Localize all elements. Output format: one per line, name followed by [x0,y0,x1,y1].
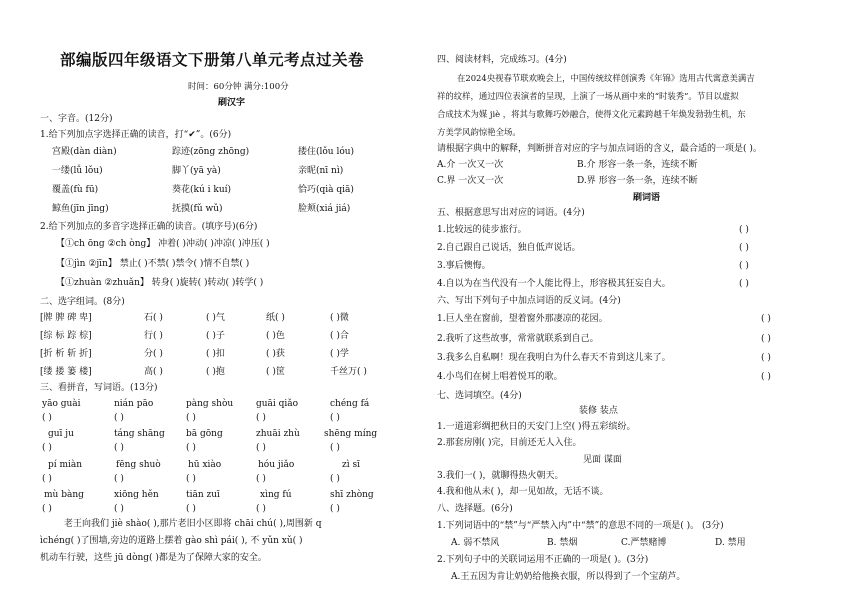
q2-blank[interactable]: 行( ) [144,331,163,341]
q3-paragraph-line[interactable]: ìchéng( )了围墙,旁边的道路上摆着 gào shì pái( ), 不 yǔn xǔ( ) [40,536,303,546]
q7-heading: 七、选词填空。(4分) [437,391,522,401]
q3-answer-box[interactable]: ( ) [114,504,124,514]
q1-1-item[interactable]: 一缕(lǚ lǒu) [52,166,103,176]
q5-item: 4.自以为在当代没有一个人能比得上，形容极其狂妄自大。 [437,279,671,289]
q3-answer-box[interactable]: ( ) [330,474,340,484]
q3-answer-box[interactable]: ( ) [114,474,124,484]
q1-2-row[interactable]: 【①zhuàn ②zhuǎn】 转身( )旋转( )转动( )转学( ) [56,278,264,288]
q5-item: 1.比较远的徒步旅行。 [437,225,527,235]
q8-question-2: 2.下列句子中的关联词运用不正确的一项是( )。(3分) [437,555,649,565]
q3-answer-box[interactable]: ( ) [330,413,340,423]
page-title: 部编版四年级语文下册第八单元考点过关卷 [60,50,365,69]
q1-2-row[interactable]: 【①ch ōng ②ch òng】 冲着( )冲动( )冲凉( )冲压( ) [56,239,270,249]
q3-answer-box[interactable]: ( ) [330,443,340,453]
q1-1-item[interactable]: 脚丫(yā yà) [172,166,221,176]
q8-heading: 八、选择题。(6分) [437,504,513,514]
q6-item: 3.我多么自私啊！现在我明白为什么春天不肯到这儿来了。 [437,353,671,363]
q6-answer-box[interactable]: ( ) [761,334,771,344]
q8-option[interactable]: D. 禁用 [715,538,746,548]
q1-1-item[interactable]: 亲昵(nī nì) [298,166,344,176]
q3-paragraph-line[interactable]: 老王向我们 jiè shào( ),那片老旧小区即将 chāi chú( ),周围新 q [64,519,322,529]
q4-option[interactable]: C.界 一次又一次 [437,176,504,186]
q3-pinyin: táng shāng [114,429,165,439]
q6-answer-box[interactable]: ( ) [761,372,771,382]
q2-blank[interactable]: ( )气 [206,313,225,323]
q4-question: 请根据字典中的解释，判断拼音对应的字与加点词语的含义，最合适的一项是( )。 [437,144,762,154]
q6-item: 4.小鸟们在树上唱着悦耳的歌。 [437,372,563,382]
q3-pinyin: tiān zuī [186,490,220,500]
q1-1-item[interactable]: 宫殿(dàn diàn) [52,147,117,157]
q4-text-line: 祥的纹样，通过四位表演者的呈现，上演了一场从画中来的“时装秀”。节目以虚拟 [437,91,739,101]
q1-1-item[interactable]: 搂住(lǒu lóu) [298,147,355,157]
q1-1-item[interactable]: 踪迹(zōng zhōng) [172,147,250,157]
q3-answer-box[interactable]: ( ) [186,413,196,423]
q2-charset: [综 标 踪 棕] [40,331,92,341]
q5-item: 3.事后懊悔。 [437,261,491,271]
q2-blank[interactable]: ( )合 [330,331,349,341]
q1-1-item[interactable]: 葵花(kú i kuí) [172,185,232,195]
q8-question-1: 1.下列词语中的“禁”与“严禁入内”中“禁”的意思不同的一项是( )。 (3分) [437,521,724,531]
q2-blank[interactable]: ( )微 [330,313,349,323]
q5-answer-box[interactable]: ( ) [739,225,749,235]
q2-blank[interactable]: 高( ) [144,367,163,377]
q3-pinyin: chéng fá [330,399,370,409]
q1-1-item[interactable]: 覆盖(fù fū) [52,185,99,195]
q2-blank[interactable]: 石( ) [144,313,163,323]
q6-item: 2.我听了这些故事，常常就联系到自己。 [437,334,599,344]
q1-2-instruction: 2.给下列加点的多音字选择正确的读音。(填序号)(6分) [40,222,258,232]
q8-option[interactable]: C.严禁赌博 [621,538,667,548]
q2-heading: 二、选字组词。(8分) [40,297,125,307]
q7-item[interactable]: 4.我和他从未( )，却一见如故，无话不谈。 [437,487,609,497]
q1-1-item[interactable]: 恰巧(qià qiā) [298,185,354,195]
q5-answer-box[interactable]: ( ) [739,279,749,289]
q1-heading: 一、字音。(12分) [40,114,113,124]
q3-pinyin: zì sī [342,460,360,470]
q3-paragraph-line[interactable]: 机动车行驶，这些 jū dòng( )都是为了保障大家的安全。 [40,553,267,563]
section-brush-words: 刷词语 [633,193,661,203]
q2-charset: [折 析 斩 折] [40,349,92,359]
q3-answer-box[interactable]: ( ) [186,504,196,514]
q3-pinyin: guī ju [48,429,74,439]
q3-pinyin: zhuāi zhù [256,429,300,439]
q5-item: 2.自己跟自己说话，独自低声说话。 [437,243,581,253]
exam-meta: 时间：60分钟 满分:100分 [188,82,289,92]
q3-answer-box[interactable]: ( ) [256,504,266,514]
q2-blank[interactable]: 分( ) [144,349,163,359]
section-brush-chars: 刷汉字 [218,98,246,108]
q6-heading: 六、写出下列句子中加点词语的反义词。(4分) [437,296,621,306]
q3-pinyin: guāi qiǎo [256,399,299,409]
q2-blank[interactable]: ( )学 [330,349,349,359]
q2-blank[interactable]: 千丝万( ) [330,367,367,377]
q3-answer-box[interactable]: ( ) [42,443,52,453]
q3-answer-box[interactable]: ( ) [42,504,52,514]
q3-pinyin: pí miàn [48,460,83,470]
q3-pinyin: shī zhòng [330,490,374,500]
q7-item[interactable]: 1.一道道彩绸把秋日的天安门上空( )得五彩缤纷。 [437,422,636,432]
q3-pinyin: hóu jiǎo [258,460,295,470]
q3-answer-box[interactable]: ( ) [186,474,196,484]
q1-1-item[interactable]: 鲸鱼(jīn jīng) [52,204,109,214]
q3-answer-box[interactable]: ( ) [330,504,340,514]
q5-answer-box[interactable]: ( ) [739,261,749,271]
q3-answer-box[interactable]: ( ) [114,443,124,453]
q4-heading: 四、阅读材料，完成练习。(4分) [437,55,567,65]
q3-answer-box[interactable]: ( ) [256,474,266,484]
q3-pinyin: fēng shuò [116,460,161,470]
q3-pinyin: pàng shòu [186,399,234,409]
q3-answer-box[interactable]: ( ) [42,474,52,484]
q2-charset: [牌 脾 碑 卑] [40,313,92,323]
q7-item[interactable]: 2.那套房刚( )完，目前还无人入住。 [437,438,582,448]
q3-pinyin: yāo guài [42,399,81,409]
q3-pinyin: bā gōng [186,429,223,439]
q4-text-line: 合成技术为媒 jiè ，将其与歌舞巧妙融合，使得文化元素跨越千年焕发勃勃生机，东 [437,109,746,119]
q2-charset: [缕 搂 篓 楼] [40,367,92,377]
q5-answer-box[interactable]: ( ) [739,243,749,253]
q8-option[interactable]: A. 弱不禁风 [451,538,500,548]
q2-blank[interactable]: ( )筐 [266,367,285,377]
q2-blank[interactable]: 纸( ) [266,313,285,323]
q3-answer-box[interactable]: ( ) [114,413,124,423]
q7-item[interactable]: 3.我们一( )，就聊得热火朝天。 [437,471,564,481]
q2-blank[interactable]: ( )扣 [206,349,225,359]
q2-blank[interactable]: ( )获 [266,349,285,359]
q2-blank[interactable]: ( )子 [206,331,225,341]
q3-answer-box[interactable]: ( ) [256,413,266,423]
q1-1-item[interactable]: 脸颊(xiá jiá) [298,204,351,214]
q3-answer-box[interactable]: ( ) [186,443,196,453]
q4-text-line: 在2024央视春节联欢晚会上，中国传统纹样创演秀《年锦》选用古代寓意美满吉 [457,73,755,83]
q4-option[interactable]: D.界 形容一条一条，连续不断 [577,176,698,186]
q8-option[interactable]: A.王五因为肯让奶奶给他换衣服，所以得到了一个宝葫芦。 [451,572,686,582]
q1-2-row[interactable]: 【①jìn ②jīn】 禁止( )不禁( )禁令( )情不自禁( ) [56,259,250,269]
q1-1-item[interactable]: 抚摸(fǔ wǔ) [172,204,223,214]
q6-answer-box[interactable]: ( ) [761,353,771,363]
q7-word-pair: 见面 谋面 [583,455,622,465]
q3-pinyin: xìng fú [260,490,292,500]
q1-1-instruction: 1.给下列加点字选择正确的读音，打“✔”。(6分) [40,130,232,140]
q4-option[interactable]: A.介 一次又一次 [437,160,504,170]
q3-pinyin: mù bàng [44,490,84,500]
q4-option[interactable]: B.介 形容一条一条，连续不断 [577,160,698,170]
q6-item: 1.巨人坐在窗前，望着窗外那凄凉的花园。 [437,314,608,324]
q3-pinyin: hū xiào [188,460,222,470]
q4-text-line: 方美学风韵惊艳全场。 [437,127,521,137]
q8-option[interactable]: B. 禁烟 [547,538,578,548]
q2-blank[interactable]: ( )抱 [206,367,225,377]
q7-word-pair: 装修 装点 [579,406,618,416]
q3-answer-box[interactable]: ( ) [42,413,52,423]
q3-answer-box[interactable]: ( ) [256,443,266,453]
q3-pinyin: shēng míng [324,429,378,439]
q3-pinyin: nián pāo [114,399,154,409]
q5-heading: 五、根据意思写出对应的词语。(4分) [437,208,585,218]
q2-blank[interactable]: ( )色 [266,331,285,341]
q3-pinyin: xiōng hěn [114,490,159,500]
q3-heading: 三、看拼音，写词语。(13分) [40,383,158,393]
q6-answer-box[interactable]: ( ) [761,314,771,324]
